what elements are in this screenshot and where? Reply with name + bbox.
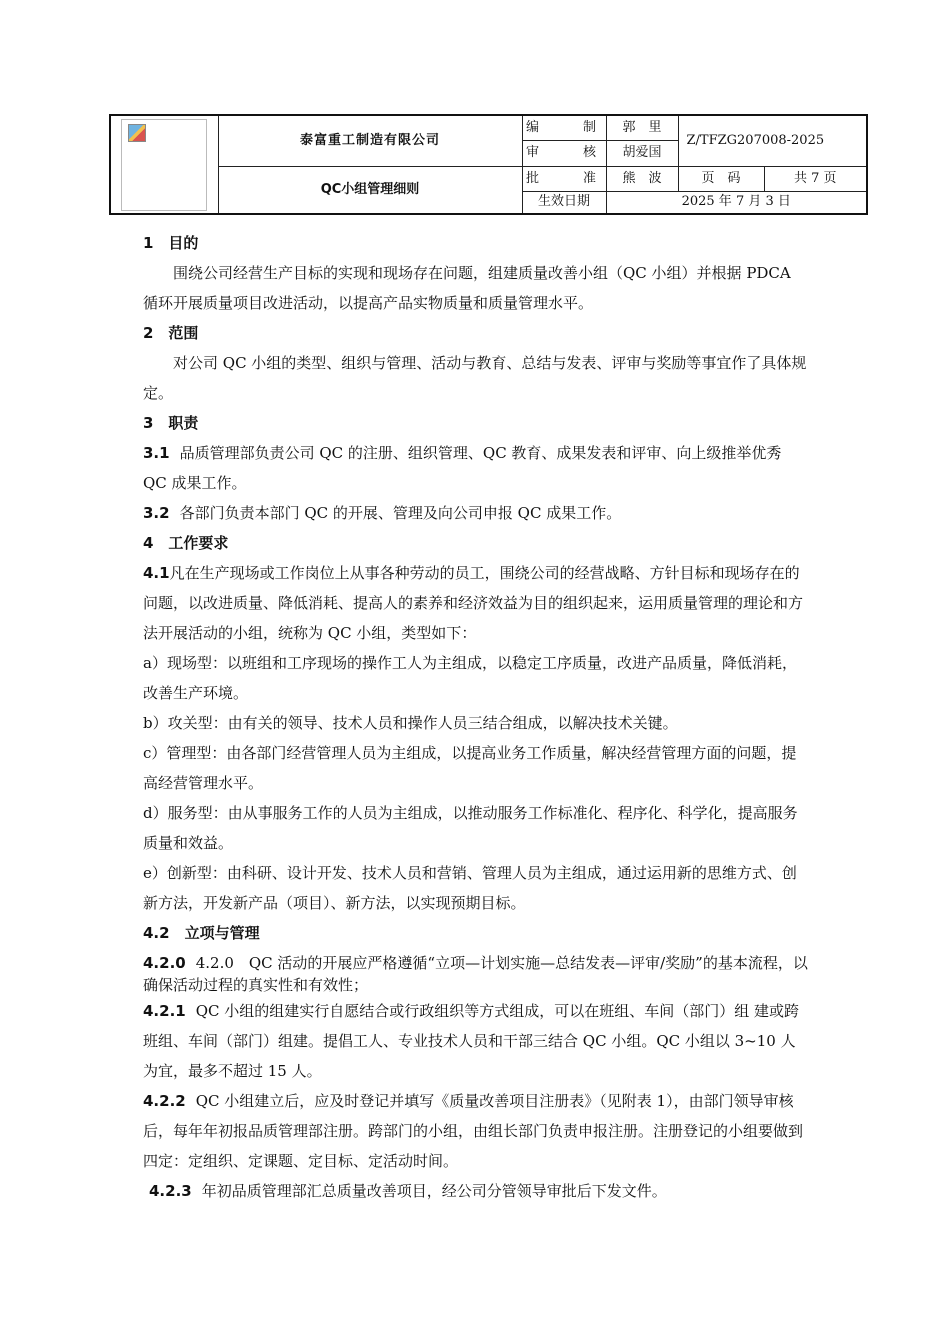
section-2-heading: 2 范围 xyxy=(143,324,199,342)
page-count: 共 7 页 xyxy=(764,166,867,192)
compiled-by-label: 编 制 xyxy=(522,115,606,141)
section-4-heading: 4 工作要求 xyxy=(143,534,229,552)
section-1-paragraph: 围绕公司经营生产目标的实现和现场存在问题，组建质量改善小组（QC 小组）并根据 PDCA 循环开展质量项目改进活动，以提高产品实物质量和质量管理水平。 xyxy=(143,264,791,312)
clause-number: 4.2.3 xyxy=(149,1182,192,1200)
section-3-heading: 3 职责 xyxy=(143,414,199,432)
list-item-e: e）创新型：由科研、设计开发、技术人员和营销、管理人员为主组成，通过运用新的思维方式、创新方法，开发新产品（项目）、新方法，以实现预期目标。 xyxy=(143,864,797,912)
document-header-table xyxy=(109,114,868,215)
clause-text: QC 小组的组建实行自愿结合或行政组织等方式组成，可以在班组、车间（部门）组 建或跨班组、车间（部门）组建。提倡工人、专业技术人员和干部三结合 QC 小组。QC 小组以 3~10 人为宜，最多不超过 15 人。 xyxy=(143,1002,800,1080)
section-2-paragraph: 对公司 QC 小组的类型、组织与管理、活动与教育、总结与发表、评审与奖励等事宜作了具体规定。 xyxy=(143,354,807,402)
clause-text: 4.2.0 QC 活动的开展应严格遵循“立项—计划实施—总结发表—评审/奖励”的基本流程，以确保活动过程的真实性和有效性； xyxy=(143,954,808,994)
clause-text: 品质管理部负责公司 QC 的注册、组织管理、QC 教育、成果发表和评审、向上级推举优秀 QC 成果工作。 xyxy=(143,444,782,492)
list-item-a: a）现场型：以班组和工序现场的操作工人为主组成，以稳定工序质量，改进产品质量，降低消耗，改善生产环境。 xyxy=(143,654,797,702)
clause-number: 4.2.2 xyxy=(143,1092,186,1110)
clause-4-2-0 xyxy=(143,952,809,996)
section-1-heading: 1 目的 xyxy=(143,234,199,252)
list-item-d: d）服务型：由从事服务工作的人员为主组成，以推动服务工作标准化、程序化、科学化，提高服务质量和效益。 xyxy=(143,804,798,852)
logo-cell xyxy=(110,115,218,214)
clause-4-1 xyxy=(143,558,809,648)
clause-text: 年初品质管理部汇总质量改善项目，经公司分管领导审批后下发文件。 xyxy=(201,1182,667,1200)
company-logo xyxy=(121,119,207,211)
approved-by-label: 批 准 xyxy=(522,166,606,192)
clause-4-2-3 xyxy=(143,1176,809,1206)
reviewed-by-label: 审 核 xyxy=(522,141,606,167)
list-item-b: b）攻关型：由有关的领导、技术人员和操作人员三结合组成，以解决技术关键。 xyxy=(143,714,678,732)
clause-4-2-2 xyxy=(143,1086,809,1176)
clause-number: 3.2 xyxy=(143,504,170,522)
clause-number: 4.2.0 xyxy=(143,954,186,972)
approved-by-name: 熊 波 xyxy=(606,166,678,192)
document-title: QC小组管理细则 xyxy=(218,166,522,214)
section-4-2-heading: 4.2 立项与管理 xyxy=(143,924,260,942)
clause-4-2-1 xyxy=(143,996,809,1086)
list-item-c: c）管理型：由各部门经营管理人员为主组成，以提高业务工作质量，解决经营管理方面的问题，提高经营管理水平。 xyxy=(143,744,797,792)
compiled-by-name: 郭 里 xyxy=(606,115,678,141)
document-body xyxy=(143,228,809,1206)
page-label: 页 码 xyxy=(678,166,764,192)
effective-date-label: 生效日期 xyxy=(522,192,606,215)
clause-3-1 xyxy=(143,438,809,498)
document-code: Z/TFZG207008-2025 xyxy=(678,115,867,166)
broken-image-icon xyxy=(128,124,146,142)
clause-number: 4.2.1 xyxy=(143,1002,186,1020)
company-name: 泰富重工制造有限公司 xyxy=(218,115,522,166)
clause-text: QC 小组建立后，应及时登记并填写《质量改善项目注册表》（见附表 1），由部门领导审核后，每年年初报品质管理部注册。跨部门的小组，由组长部门负责申报注册。注册登记的小组要做到四定：定组织、定课题、定目标、定活动时间。 xyxy=(143,1092,804,1170)
clause-number: 3.1 xyxy=(143,444,170,462)
clause-text: 凡在生产现场或工作岗位上从事各种劳动的员工，围绕公司的经营战略、方针目标和现场存在的问题，以改进质量、降低消耗、提高人的素养和经济效益为目的组织起来，运用质量管理的理论和方法开展活动的小组，统称为 QC 小组，类型如下： xyxy=(143,564,804,642)
clause-text: 各部门负责本部门 QC 的开展、管理及向公司申报 QC 成果工作。 xyxy=(179,504,622,522)
clause-number: 4.1 xyxy=(143,564,170,582)
effective-date-value: 2025 年 7 月 3 日 xyxy=(606,192,867,215)
clause-3-2 xyxy=(143,498,809,528)
reviewed-by-name: 胡爱国 xyxy=(606,141,678,167)
